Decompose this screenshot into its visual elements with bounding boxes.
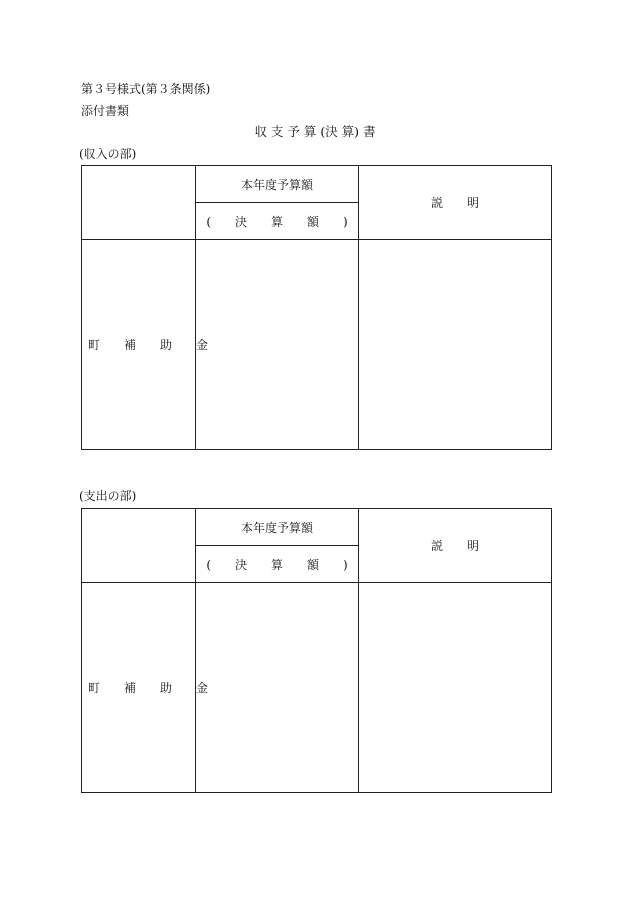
expense-description-cell [359,583,552,793]
expense-item-header-cell [82,509,196,583]
income-section-heading: (収入の部) [79,147,137,161]
income-amount-cell [196,240,359,450]
attached-documents-label: 添付書類 [81,104,130,118]
income-description-header: 説 明 [359,166,552,240]
expense-settlement-header: ( 決 算 額 ) [196,546,359,583]
expense-table [81,508,552,793]
expense-budget-header: 本年度予算額 [196,509,359,546]
expense-item-label: 町 補 助 金 [88,681,209,695]
income-settlement-header: ( 決 算 額 ) [196,203,359,240]
document-title: 収 支 予 算 (決 算) 書 [254,124,376,139]
form-number: 第３号様式(第３条関係) [81,82,211,96]
income-budget-header: 本年度予算額 [196,166,359,203]
expense-section-heading: (支出の部) [79,489,137,503]
income-item-header-cell [82,166,196,240]
income-item-cell [82,240,209,450]
expense-description-header: 説 明 [359,509,552,583]
income-description-cell [359,240,552,450]
expense-item-cell [82,583,209,793]
income-table [81,165,552,450]
expense-amount-cell [196,583,359,793]
income-item-label: 町 補 助 金 [88,338,209,352]
